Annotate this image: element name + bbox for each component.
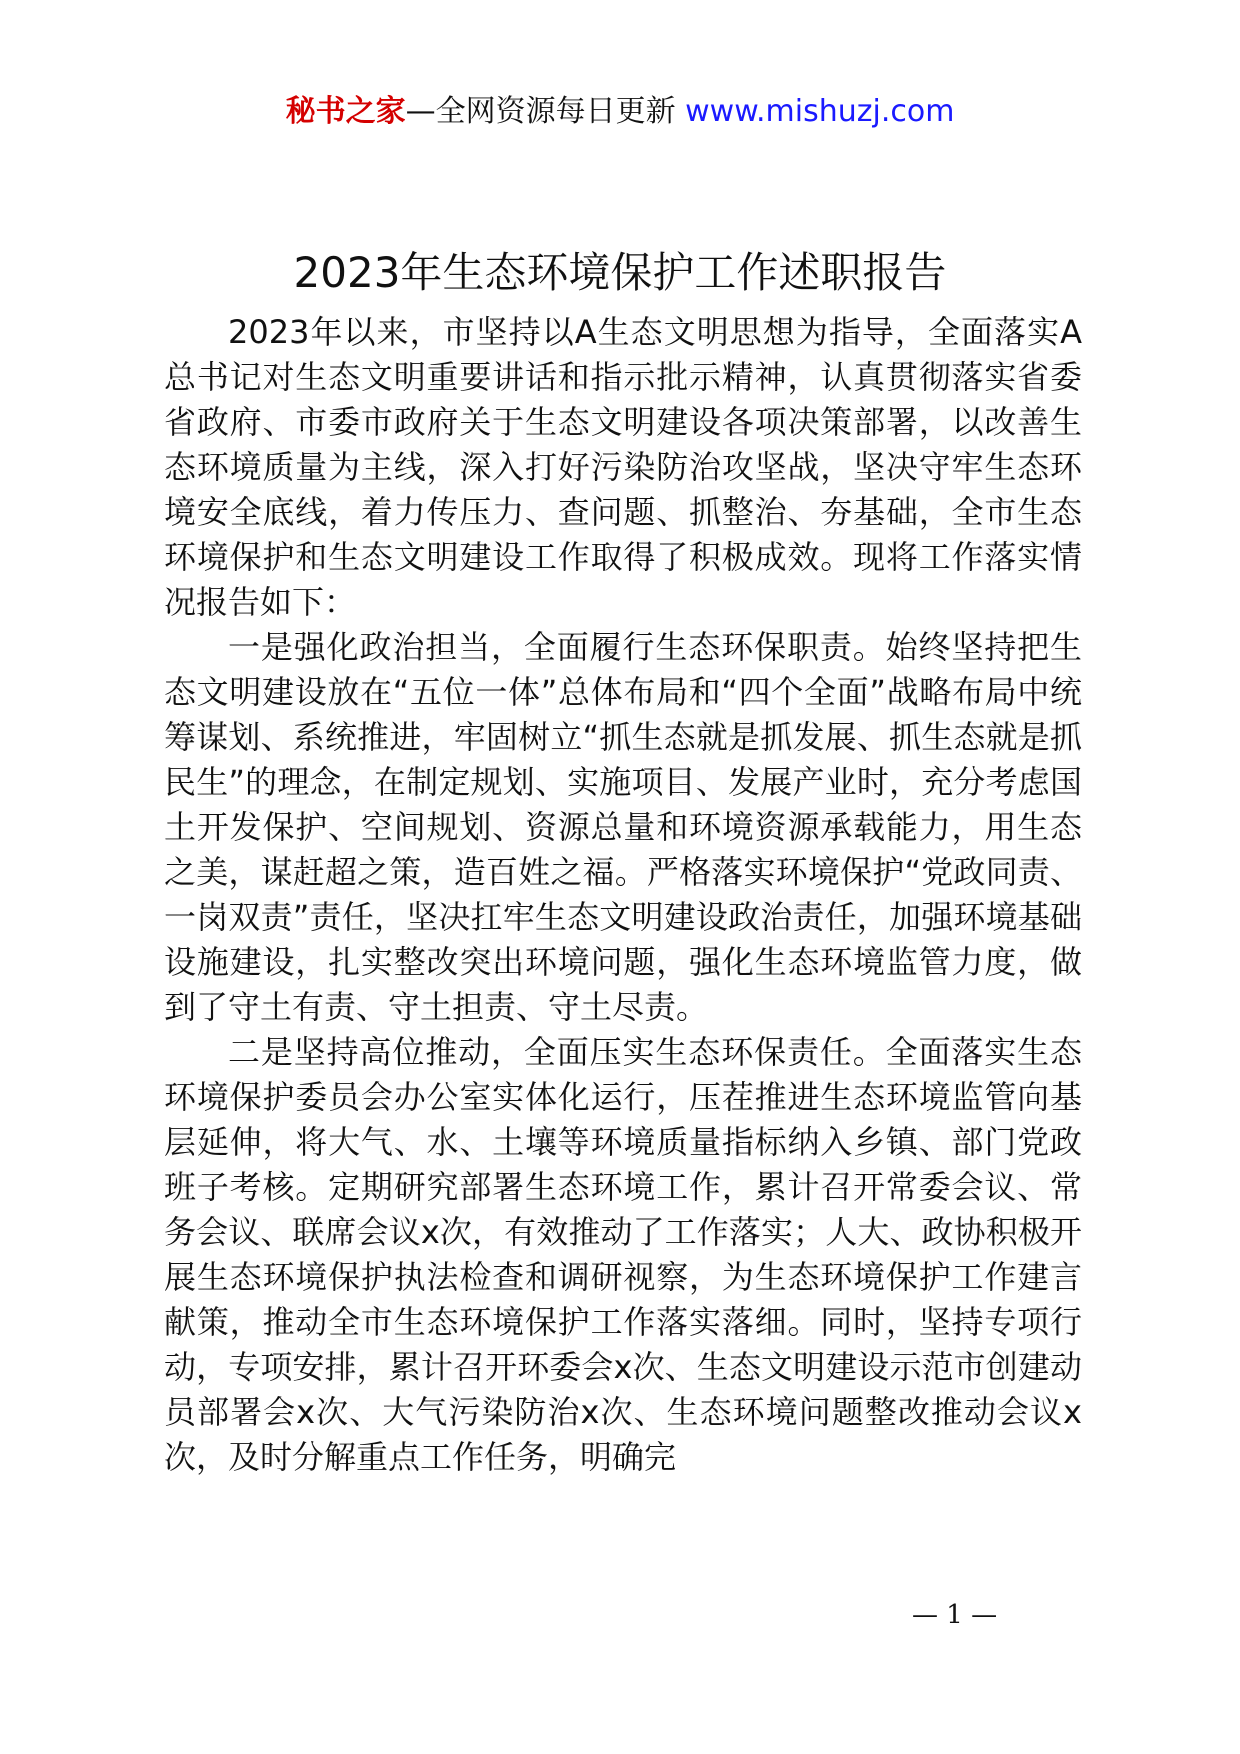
site-header: [0, 92, 1240, 132]
paragraph-section-2: 二是坚持高位推动，全面压实生态环保责任。全面落实生态环境保护委员会办公室实体化运行，压茬推进生态环境监管向基层延伸，将大气、水、土壤等环境质量指标纳入乡镇、部门党政班子考核。定期研究部署生态环境工作，累计召开常委会议、常务会议、联席会议x次，有效推动了工作落实；人大、政协积极开展生态环境保护执法检查和调研视察，为生态环境保护工作建言献策，推动全市生态环境保护工作落实落细。同时，坚持专项行动，专项安排，累计召开环委会x次、生态文明建设示范市创建动员部署会x次、大气污染防治x次、生态环境问题整改推动会议x次，及时分解重点工作任务，明确完: [164, 1033, 1082, 1476]
document-title: 2023年生态环境保护工作述职报告: [293, 248, 947, 297]
page-number: — 1 —: [912, 1600, 998, 1630]
site-tagline: —全网资源每日更新: [405, 94, 676, 129]
site-brand: 秘书之家: [285, 94, 406, 129]
paragraph-section-1: 一是强化政治担当，全面履行生态环保职责。始终坚持把生态文明建设放在“五位一体”总体布局和“四个全面”战略布局中统筹谋划、系统推进，牢固树立“抓生态就是抓发展、抓生态就是抓民生”的理念，在制定规划、实施项目、发展产业时，充分考虑国土开发保护、空间规划、资源总量和环境资源承载能力，用生态之美，谋赶超之策，造百姓之福。严格落实环境保护“党政同责、一岗双责”责任，坚决扛牢生态文明建设政治责任，加强环境基础设施建设，扎实整改突出环境问题，强化生态环境监管力度，做到了守土有责、守土担责、守土尽责。: [164, 628, 1082, 1026]
site-url-link[interactable]: www.mishuzj.com: [685, 94, 955, 129]
paragraph-intro: 2023年以来，市坚持以A生态文明思想为指导，全面落实A总书记对生态文明重要讲话和指示批示精神，认真贯彻落实省委省政府、市委市政府关于生态文明建设各项决策部署，以改善生态环境质量为主线，深入打好污染防治攻坚战，坚决守牢生态环境安全底线，着力传压力、查问题、抓整治、夯基础，全市生态环境保护和生态文明建设工作取得了积极成效。现将工作落实情况报告如下：: [164, 313, 1082, 621]
document-body: [164, 310, 1082, 1480]
